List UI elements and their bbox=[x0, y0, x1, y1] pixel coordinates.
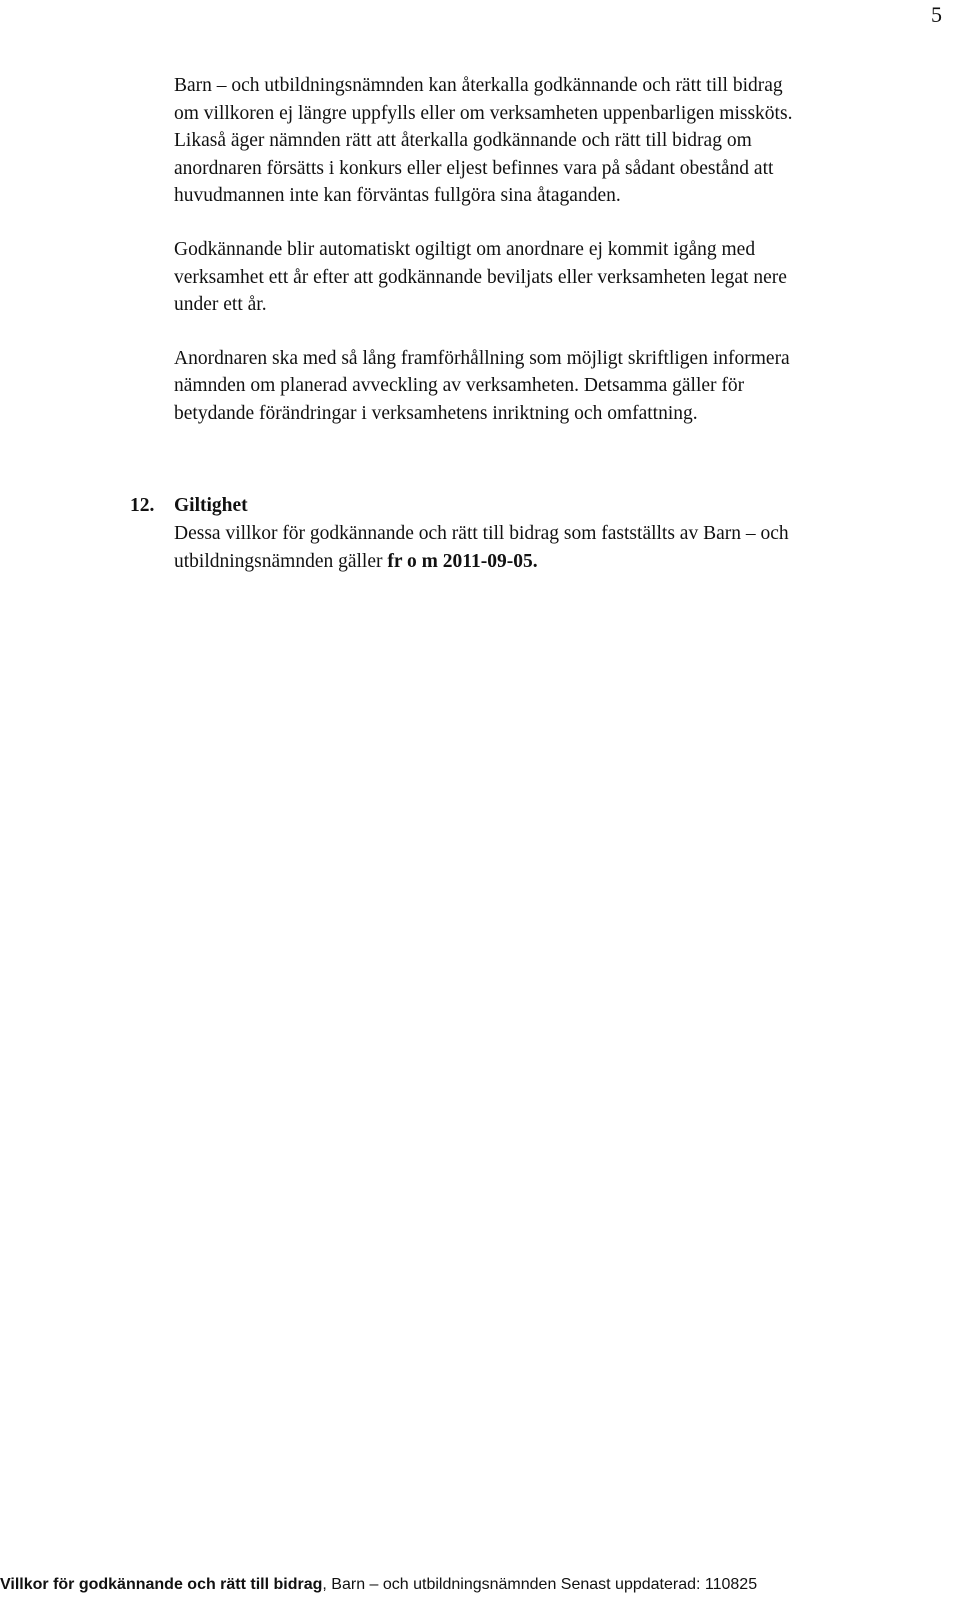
text-line: Likaså äger nämnden rätt att återkalla godkännande och rätt till bidrag om bbox=[174, 130, 752, 152]
paragraph-closure-notice bbox=[174, 345, 944, 428]
footer-info: , Barn – och utbildningsnämnden Senast uppdaterad: 110825 bbox=[322, 1576, 758, 1593]
text-line: anordnaren försätts i konkurs eller eljest befinnes vara på sådant obestånd att bbox=[174, 157, 774, 179]
text-line: huvudmannen inte kan förväntas fullgöra sina åtaganden. bbox=[174, 185, 621, 207]
section-title: Giltighet bbox=[174, 495, 248, 516]
page-number: 5 bbox=[931, 2, 942, 27]
text-line: betydande förändringar i verksamhetens inriktning och omfattning. bbox=[174, 402, 698, 424]
footer-document-title: Villkor för godkännande och rätt till bidrag bbox=[0, 1576, 323, 1593]
text-line: om villkoren ej längre uppfylls eller om verksamheten uppenbarligen missköts. bbox=[174, 102, 793, 124]
document-body bbox=[174, 72, 944, 454]
text-line: verksamhet ett år efter att godkännande beviljats eller verksamheten legat nere bbox=[174, 266, 787, 288]
section-number: 12. bbox=[130, 495, 155, 516]
page-footer bbox=[0, 1575, 960, 1595]
paragraph-revocation bbox=[174, 72, 944, 210]
text-line: Dessa villkor för godkännande och rätt till bidrag som fastställts av Barn – och bbox=[174, 523, 789, 544]
text-line bbox=[174, 548, 950, 576]
text-span: utbildningsnämnden gäller bbox=[174, 551, 388, 572]
paragraph-invalidity bbox=[174, 236, 944, 319]
text-line: Barn – och utbildningsnämnden kan återkalla godkännande och rätt till bidrag bbox=[174, 75, 783, 96]
text-line: nämnden om planerad avveckling av verksamheten. Detsamma gäller för bbox=[174, 375, 745, 397]
text-line: Anordnaren ska med så lång framförhållning som möjligt skriftligen informera bbox=[174, 347, 790, 369]
effective-date: fr o m 2011-09-05. bbox=[387, 551, 538, 572]
text-line: under ett år. bbox=[174, 294, 267, 316]
section-body bbox=[174, 492, 950, 576]
text-line: Godkännande blir automatiskt ogiltigt om anordnare ej kommit igång med bbox=[174, 238, 756, 260]
